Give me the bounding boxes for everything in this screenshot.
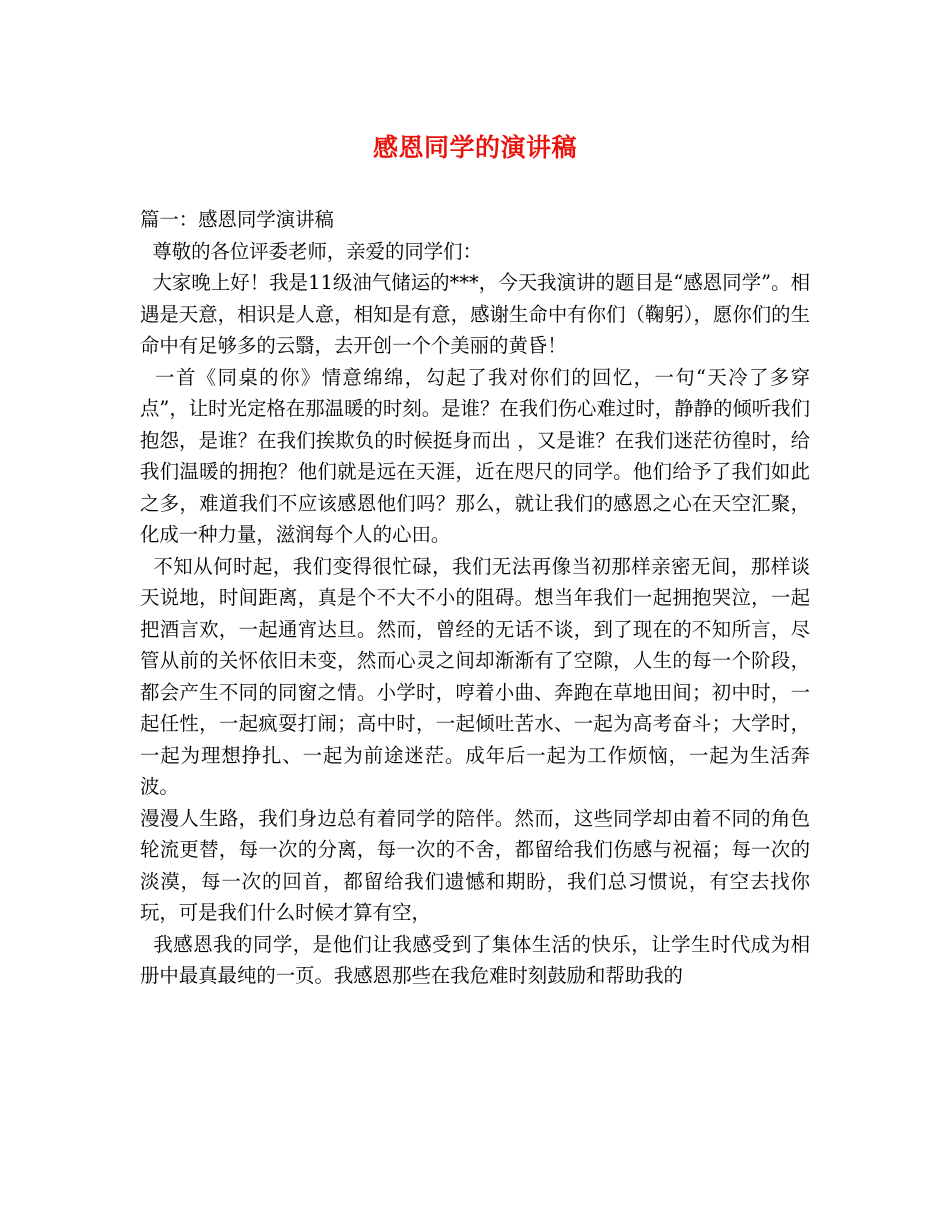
document-title: 感恩同学的演讲稿 — [372, 133, 577, 162]
paragraph: 漫漫人生路，我们身边总有着同学的陪伴。然而，这些同学却由着不同的角色轮流更替，每一次的分离，每一次的不舍，都留给我们伤感与祝福；每一次的淡漠，每一次的回首，都留给我们遗憾和期盼，我们总习惯说，有空去找你玩，可是我们什么时候才算有空， — [140, 806, 810, 924]
paragraph: 尊敬的各位评委老师，亲爱的同学们： — [140, 239, 482, 263]
paragraph: 一首《同桌的你》情意绵绵，勾起了我对你们的回忆，一句“天冷了多穿点”，让时光定格在那温暖的时刻。是谁？在我们伤心难过时，静静的倾听我们抱怨，是谁？在我们挨欺负的时候挺身而出 ，又是谁？在我们迷茫彷徨时，给我们温暖的拥抱？他们就是远在天涯，近在咫尺的同学。他们给予了我们如此之多，难道我们不应该感恩他们吗？那么，就让我们的感恩之心在天空汇聚，化成一种力量，滋润每个人的心田。 — [140, 365, 810, 546]
paragraph: 我感恩我的同学，是他们让我感受到了集体生活的快乐，让学生时代成为相册中最真最纯的一页。我感恩那些在我危难时刻鼓励和帮助我的 — [140, 932, 810, 987]
paragraph: 大家晚上好！我是11级油气储运的***，今天我演讲的题目是“感恩同学”。相遇是天意，相识是人意，相知是有意，感谢生命中有你们（鞠躬），愿你们的生命中有足够多的云翳，去开创一个个美丽的黄昏！ — [140, 271, 810, 357]
paragraph: 篇一：感恩同学演讲稿 — [140, 208, 334, 231]
document-body — [140, 204, 810, 992]
paragraph: 不知从何时起，我们变得很忙碌，我们无法再像当初那样亲密无间，那样谈天说地，时间距离，真是个不大不小的阻碍。想当年我们一起拥抱哭泣，一起把酒言欢，一起通宵达旦。然而，曾经的无话不谈，到了现在的不知所言，尽管从前的关怀依旧未变，然而心灵之间却渐渐有了空隙，人生的每一个阶段，都会产生不同的同窗之情。小学时，哼着小曲、奔跑在草地田间；初中时，一起任性，一起疯耍打闹；高中时，一起倾吐苦水、一起为高考奋斗；大学时，一起为理想挣扎、一起为前途迷茫。成年后一起为工作烦恼，一起为生活奔波。 — [140, 554, 810, 798]
